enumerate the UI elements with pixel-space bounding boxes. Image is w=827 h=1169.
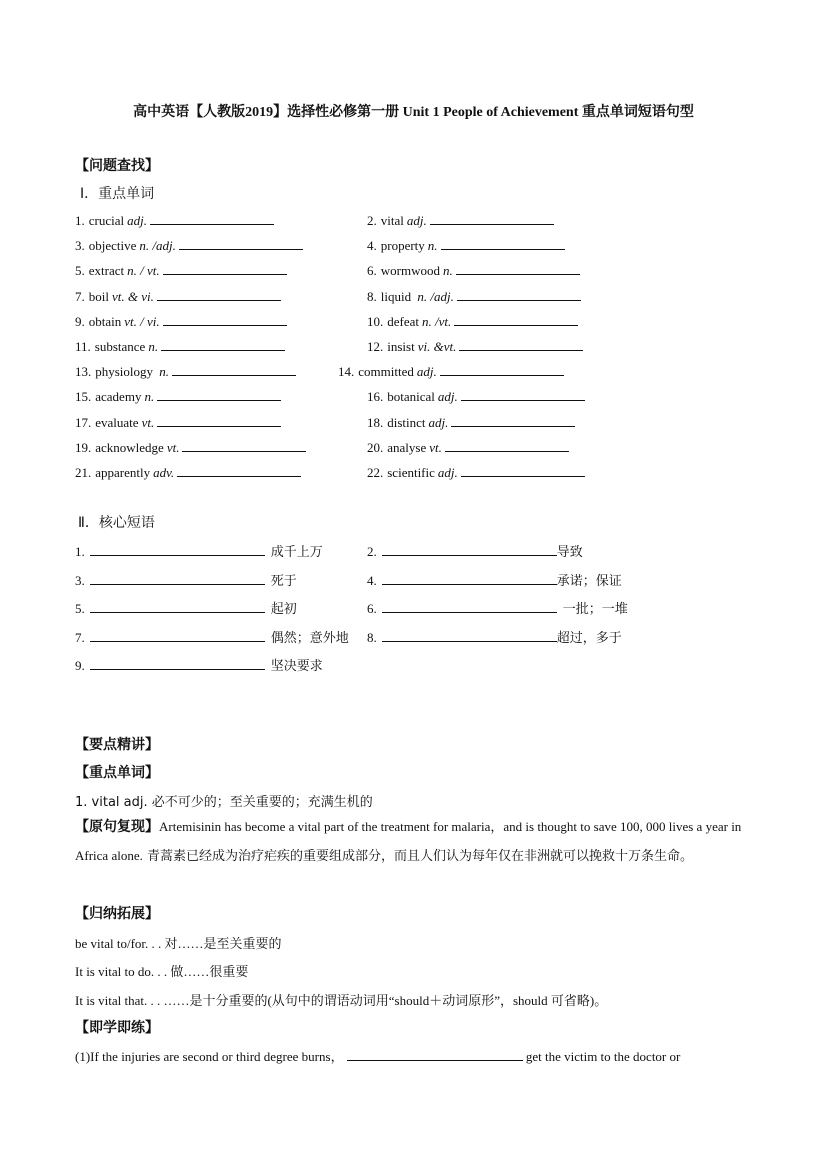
- word-text: evaluate: [95, 414, 139, 430]
- phrase-meaning: 承诺；保证: [556, 573, 622, 589]
- phrase-item: [75, 655, 323, 674]
- word-number: 17.: [75, 414, 92, 430]
- word-text: vital: [380, 213, 404, 228]
- phrase-item: [367, 570, 622, 589]
- word-answer-blank[interactable]: [157, 388, 281, 401]
- word-item: [75, 313, 287, 330]
- document-title: 高中英语【人教版2019】选择性必修第一册 Unit 1 People of Achievement 重点单词短语句型: [133, 105, 694, 120]
- word-number: 20.: [367, 439, 384, 455]
- word-pos: adj.: [428, 414, 449, 430]
- practice-item-1-part-a: (1)If the injuries are second or third degree burns，: [75, 1049, 344, 1064]
- practice-item-1-part-b: get the victim to the doctor or: [522, 1049, 681, 1064]
- word-answer-blank[interactable]: [182, 439, 306, 452]
- word-number: 22.: [367, 465, 384, 480]
- word-item: [75, 262, 287, 279]
- word-pos: adj.: [437, 465, 458, 480]
- word-pos: vi. &vt.: [417, 339, 457, 354]
- word-pos: n.: [148, 339, 159, 354]
- section-heading-key-points: 【要点精讲】: [75, 738, 159, 753]
- phrase-number: 6.: [367, 601, 377, 617]
- word-item: [338, 363, 564, 380]
- word-item: [75, 288, 281, 305]
- word-pos: n. /adj.: [414, 288, 454, 304]
- word-answer-blank[interactable]: [163, 313, 287, 326]
- extension-label: 【归纳拓展】: [75, 907, 159, 922]
- original-sentence-label: 【原句复现】: [75, 820, 159, 835]
- word-text: distinct: [387, 414, 426, 430]
- word-item: [75, 414, 281, 431]
- word-pos: vt. / vi.: [124, 313, 160, 329]
- word-text: physiology: [95, 364, 154, 380]
- phrase-meaning: 导致: [556, 545, 583, 560]
- word-pos: n. /vt.: [422, 313, 452, 329]
- word-text: extract: [88, 263, 125, 279]
- word-text: apparently: [95, 465, 151, 480]
- phrase-item: [367, 598, 628, 617]
- word-number: 11.: [75, 339, 91, 354]
- phrase-number: 9.: [75, 658, 85, 674]
- word-text: substance: [94, 339, 146, 354]
- word-text: committed: [358, 364, 414, 380]
- word-number: 5.: [75, 263, 85, 279]
- word-number: 3.: [75, 238, 85, 254]
- practice-answer-blank[interactable]: [347, 1048, 523, 1061]
- word-pos: adj.: [127, 213, 147, 228]
- extension-item-2: It is vital to do. . . 做……很重要: [75, 964, 249, 979]
- phrase-item: [75, 541, 323, 560]
- word-item: [367, 388, 585, 405]
- phrase-number: 5.: [75, 601, 85, 617]
- word-pos: n.: [144, 389, 155, 405]
- word-number: 8.: [367, 288, 377, 304]
- word-answer-blank[interactable]: [177, 464, 301, 477]
- word-number: 15.: [75, 389, 92, 405]
- word-item: [75, 212, 274, 229]
- phrase-meaning: 一批；一堆: [562, 602, 628, 618]
- original-sentence-block: [75, 813, 755, 871]
- word-number: 21.: [75, 465, 92, 480]
- word-item: [75, 388, 281, 405]
- word-item: [367, 464, 585, 481]
- phrase-meaning: 坚决要求: [270, 659, 323, 675]
- phrase-answer-blank[interactable]: [90, 657, 265, 670]
- word-item: [367, 237, 565, 254]
- phrase-answer-blank[interactable]: [382, 629, 557, 642]
- word-text: property: [380, 238, 425, 254]
- word-item: [75, 237, 303, 254]
- extension-item-3: It is vital that. . . ……是十分重要的(从句中的谓语动词用“should＋动词原形”，should 可省略)。: [75, 993, 608, 1008]
- word-item: [367, 439, 569, 456]
- original-sentence-en: Artemisinin has become a vital part of the treatment for malaria，and is thought to save 100, 000 lives a year in Africa alone.: [75, 819, 742, 863]
- word-number: 18.: [367, 414, 384, 430]
- word-answer-blank[interactable]: [440, 363, 564, 376]
- word-text: liquid: [380, 288, 412, 304]
- word-text: obtain: [88, 313, 122, 329]
- phrase-number: 7.: [75, 629, 85, 645]
- word-pos: n. / vt.: [127, 263, 160, 279]
- word-answer-blank[interactable]: [172, 363, 296, 376]
- phrase-meaning: 超过，多于: [556, 630, 622, 646]
- word-pos: vt.: [429, 439, 442, 455]
- word-number: 6.: [367, 263, 377, 279]
- phrase-number: 3.: [75, 572, 85, 588]
- word-text: objective: [88, 238, 137, 254]
- word-answer-blank[interactable]: [179, 237, 303, 250]
- word-number: 10.: [367, 313, 384, 329]
- word-answer-blank[interactable]: [430, 212, 554, 225]
- word-item: [367, 313, 578, 330]
- word-text: insist: [387, 339, 415, 354]
- word-number: 14.: [338, 364, 355, 380]
- word-pos: n. /adj.: [139, 238, 176, 254]
- word-text: scientific: [387, 465, 435, 480]
- word-pos: vt.: [166, 439, 180, 455]
- word-pos: n.: [427, 238, 438, 254]
- practice-label: 【即学即练】: [75, 1021, 159, 1036]
- phrase-item: [75, 570, 297, 589]
- word-text: crucial: [88, 213, 125, 228]
- word-text: academy: [95, 389, 142, 405]
- word-pos: adj.: [416, 364, 437, 380]
- phrase-answer-blank[interactable]: [382, 572, 557, 585]
- phrase-meaning: 成千上万: [270, 545, 323, 560]
- word-answer-blank[interactable]: [161, 338, 285, 351]
- word-answer-blank[interactable]: [461, 388, 585, 401]
- word-number: 1.: [75, 213, 85, 228]
- word-answer-blank[interactable]: [150, 212, 274, 225]
- phrase-number: 8.: [367, 629, 377, 645]
- word-item: [75, 338, 285, 355]
- phrase-meaning: 死于: [270, 573, 297, 589]
- word-pos: vt. & vi.: [111, 288, 154, 304]
- phrase-answer-blank[interactable]: [90, 600, 265, 613]
- vital-definition: 1. vital adj. 必不可少的；至关重要的；充满生机的: [75, 795, 373, 810]
- word-pos: n.: [442, 263, 453, 279]
- word-pos: adv.: [153, 465, 175, 480]
- word-answer-blank[interactable]: [163, 262, 287, 275]
- word-answer-blank[interactable]: [459, 338, 583, 351]
- subheading-key-words: Ⅰ．重点单词: [80, 186, 155, 202]
- phrase-number: 2.: [367, 544, 377, 559]
- word-answer-blank[interactable]: [445, 439, 569, 452]
- word-number: 19.: [75, 439, 92, 455]
- word-item: [367, 212, 554, 229]
- word-answer-blank[interactable]: [157, 414, 281, 427]
- phrase-answer-blank[interactable]: [90, 543, 265, 556]
- phrase-answer-blank[interactable]: [90, 572, 265, 585]
- phrase-number: 4.: [367, 572, 377, 588]
- word-number: 2.: [367, 213, 377, 228]
- phrase-meaning: 起初: [270, 602, 297, 618]
- word-answer-blank[interactable]: [457, 288, 581, 301]
- subheading-key-word-detail: 【重点单词】: [75, 766, 159, 781]
- word-answer-blank[interactable]: [157, 288, 281, 301]
- word-text: wormwood: [380, 263, 440, 279]
- word-number: 7.: [75, 288, 85, 304]
- word-text: analyse: [387, 439, 427, 455]
- word-answer-blank[interactable]: [454, 313, 578, 326]
- extension-item-1: be vital to/for. . . 对……是至关重要的: [75, 936, 282, 951]
- phrase-answer-blank[interactable]: [382, 543, 557, 556]
- word-item: [367, 262, 580, 279]
- section-heading-problem-finding: 【问题查找】: [75, 159, 159, 174]
- word-number: 13.: [75, 364, 92, 380]
- word-pos: n.: [156, 364, 170, 380]
- word-item: [367, 338, 583, 355]
- word-item: [367, 414, 575, 431]
- word-number: 16.: [367, 389, 384, 405]
- word-number: 12.: [367, 339, 384, 354]
- word-item: [75, 363, 296, 380]
- phrase-item: [75, 627, 349, 646]
- phrase-item: [367, 627, 622, 646]
- word-pos: adj.: [406, 213, 427, 228]
- word-answer-blank[interactable]: [441, 237, 565, 250]
- original-sentence-cn: 青蒿素已经成为治疗疟疾的重要组成部分，而且人们认为每年仅在非洲就可以挽救十万条生命。: [142, 849, 693, 864]
- word-text: botanical: [387, 389, 435, 405]
- word-pos: adj.: [437, 389, 458, 405]
- phrase-number: 1.: [75, 544, 85, 559]
- phrase-meaning: 偶然；意外地: [270, 630, 349, 646]
- word-text: boil: [88, 288, 109, 304]
- word-number: 4.: [367, 238, 377, 254]
- word-number: 9.: [75, 313, 85, 329]
- word-text: defeat: [387, 313, 420, 329]
- word-text: acknowledge: [95, 439, 164, 455]
- word-answer-blank[interactable]: [456, 262, 580, 275]
- word-item: [75, 439, 306, 456]
- word-answer-blank[interactable]: [461, 464, 585, 477]
- word-answer-blank[interactable]: [451, 414, 575, 427]
- phrase-answer-blank[interactable]: [90, 629, 265, 642]
- phrase-item: [75, 598, 297, 617]
- phrase-item: [367, 541, 583, 560]
- phrase-answer-blank[interactable]: [382, 600, 557, 613]
- word-pos: vt.: [141, 414, 155, 430]
- practice-item-1: [75, 1046, 680, 1065]
- word-item: [75, 464, 301, 481]
- subheading-core-phrases: Ⅱ．核心短语: [78, 515, 155, 531]
- word-item: [367, 288, 581, 305]
